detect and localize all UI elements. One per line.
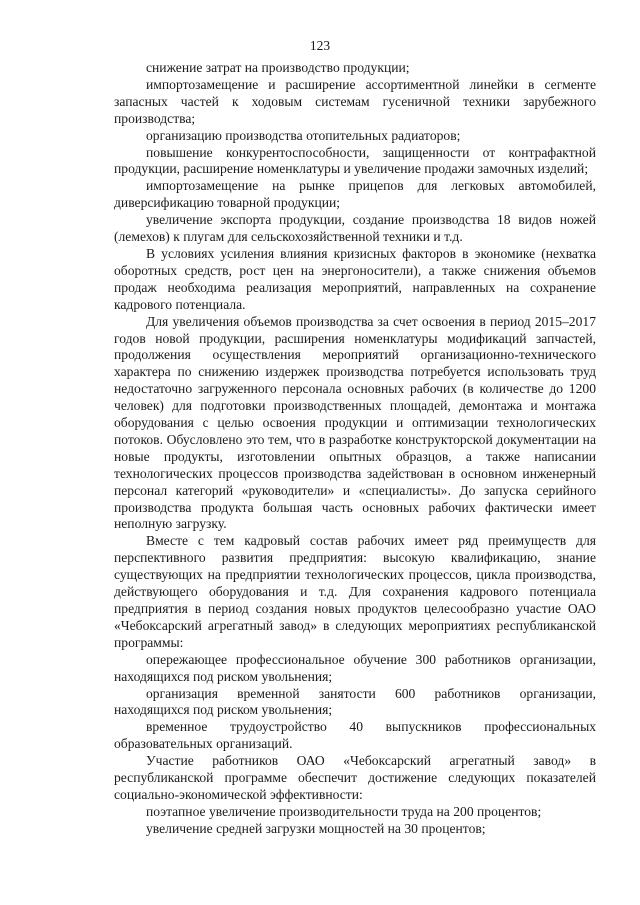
list-item: поэтапное увеличение производительности труда на 200 процентов; (146, 803, 542, 819)
list-item: импортозамещение и расширение ассортиментной линейки в сегменте запасных частей к ходовым системам гусеничной техники зарубежного производства; (114, 76, 596, 126)
list-item: организацию производства отопительных радиаторов; (146, 127, 461, 143)
paragraph: Для увеличения объемов производства за счет освоения в период 2015–2017 годов новой продукции, расширения номенклатуры модификаций запчастей, продолжения осуществления мероприятий организационно-технического характера по снижению издержек производства потребуется использовать труд недостаточно загруженного персонала основных рабочих (в количестве до 1200 человек) для подготовки производственных площадей, демонтажа и монтажа оборудования с целью освоения продукции и оптимизации технологических потоков. Обусловлено это тем, что в разработке конструкторской документации на новые продукты, изготовлении опытных образцов, а также написании технологических процессов производства задействован в основном инженерный персонал категорий «руководители» и «специалисты». До запуска серийного производства продукта большая часть основных рабочих фактически имеет неполную загрузку. (114, 313, 596, 532)
list-item: повышение конкурентоспособности, защищенности от контрафактной продукции, расширение номенклатуры и увеличение продажи замочных изделий; (114, 144, 596, 177)
page-body (114, 60, 596, 838)
list-item: опережающее профессиональное обучение 300 работников организации, находящихся под риском увольнения; (114, 651, 596, 684)
list-item: временное трудоустройство 40 выпускников профессиональных образовательных организаций. (114, 719, 596, 752)
list-item: импортозамещение на рынке прицепов для легковых автомобилей, диверсификацию товарной продукции; (114, 178, 596, 211)
paragraph: Участие работников ОАО «Чебоксарский агрегатный завод» в республиканской программе обеспечит достижение следующих показателей социально-экономической эффективности: (114, 753, 596, 802)
list-item: снижение затрат на производство продукции; (146, 60, 410, 75)
paragraph: Вместе с тем кадровый состав рабочих имеет ряд преимуществ для перспективного развития предприятия: высокую квалификацию, знание существующих на предприятии технологических процессов, цикла производства, действующего оборудования и т.д. Для сохранения кадрового потенциала предприятия в период создания новых продуктов целесообразно участие ОАО «Чебоксарский агрегатный завод» в следующих мероприятиях республиканской программы: (114, 533, 596, 650)
list-item: увеличение средней загрузки мощностей на 30 процентов; (146, 820, 486, 836)
paragraph: В условиях усиления влияния кризисных факторов в экономике (нехватка оборотных средств, рост цен на энергоносители), а также снижения объемов продаж необходима реализация мероприятий, направленных на сохранение кадрового потенциала. (114, 245, 596, 312)
list-item: организация временной занятости 600 работников организации, находящихся под риском увольнения; (114, 685, 596, 718)
list-item: увеличение экспорта продукции, создание производства 18 видов ножей (лемехов) к плугам для сельскохозяйственной техники и т.д. (114, 212, 596, 245)
page-number: 123 (309, 38, 331, 53)
